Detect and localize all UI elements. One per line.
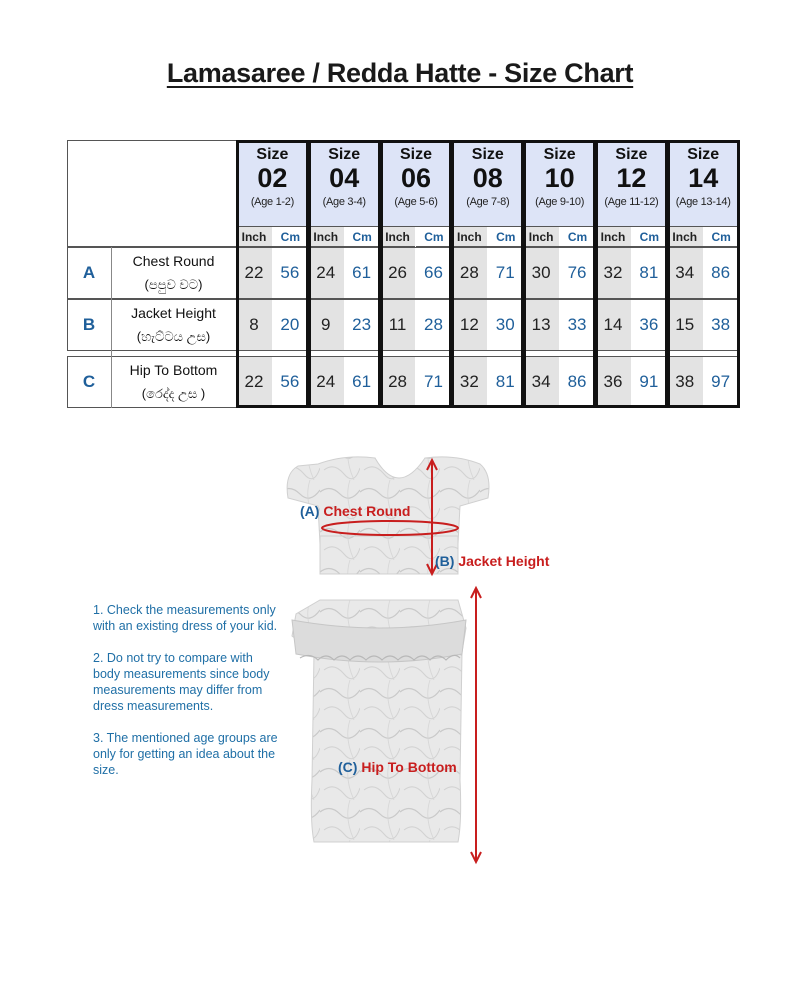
- label-hip-to-bottom: (C) Hip To Bottom: [338, 759, 457, 775]
- value-cm: 30: [487, 300, 523, 350]
- value-inch: 32: [595, 248, 631, 298]
- unit-cm-header: Cm: [703, 226, 740, 247]
- note-3: 3. The mentioned age groups are only for getting an idea about the size.: [93, 731, 278, 777]
- value-cm: 23: [344, 300, 380, 350]
- size-header-04: [308, 140, 381, 227]
- size-word-label: Size: [615, 146, 648, 163]
- row-measurement-label: [111, 358, 236, 408]
- label-chest-round: (A) Chest Round: [300, 503, 411, 519]
- measurement-name: Jacket Height: [131, 305, 216, 321]
- page-title: Lamasaree / Redda Hatte - Size Chart: [166, 58, 634, 88]
- unit-cm-header: Cm: [487, 226, 524, 247]
- size-word-label: Size: [471, 146, 504, 163]
- measurement-name-sinhala: (හැට්ටය උස): [136, 329, 211, 344]
- value-inch: 15: [667, 300, 703, 350]
- row-letter-B: B: [82, 315, 96, 334]
- measurement-name: Chest Round: [132, 253, 215, 269]
- value-inch: 32: [451, 357, 487, 407]
- size-word-label: Size: [399, 146, 432, 163]
- value-inch: 26: [380, 248, 416, 298]
- size-number: 06: [400, 163, 432, 193]
- unit-inch-header: Inch: [667, 226, 703, 247]
- label-jacket-height: (B) Jacket Height: [435, 553, 550, 569]
- value-cm: 38: [703, 300, 739, 350]
- size-header-12: [595, 140, 668, 227]
- row-letter-A: A: [82, 263, 96, 282]
- size-number: 12: [616, 163, 647, 193]
- table-corner-cell: [67, 140, 236, 247]
- unit-inch-header: Inch: [451, 226, 487, 247]
- value-cm: 61: [344, 357, 380, 407]
- size-number: 04: [329, 163, 360, 193]
- value-cm: 81: [631, 248, 667, 298]
- unit-inch-header: Inch: [595, 226, 631, 247]
- value-inch: 24: [308, 248, 344, 298]
- size-age-range: (Age 5-6): [394, 196, 438, 208]
- unit-cm-header: Cm: [559, 226, 596, 247]
- skirt-shape: [292, 600, 466, 842]
- size-header-02: [236, 140, 309, 227]
- value-inch: 34: [667, 248, 703, 298]
- size-number: 08: [472, 163, 503, 193]
- size-age-range: (Age 7-8): [466, 196, 510, 208]
- size-chart-table: [67, 140, 739, 410]
- note-1: 1. Check the measurements only with an existing dress of your kid.: [93, 603, 278, 633]
- value-cm: 71: [416, 357, 452, 407]
- value-cm: 28: [416, 300, 452, 350]
- size-number: 10: [544, 163, 575, 193]
- size-header-08: [451, 140, 524, 227]
- value-cm: 97: [703, 357, 739, 407]
- size-header-06: [380, 140, 453, 227]
- hip-to-bottom-arrow: [471, 588, 481, 862]
- value-inch: 13: [523, 300, 559, 350]
- value-cm: 20: [272, 300, 308, 350]
- value-inch: 30: [523, 248, 559, 298]
- value-inch: 22: [236, 357, 272, 407]
- size-word-label: Size: [328, 146, 361, 163]
- value-cm: 86: [703, 248, 739, 298]
- value-cm: 81: [487, 357, 523, 407]
- size-word-label: Size: [543, 146, 576, 163]
- size-word-label: Size: [687, 146, 720, 163]
- size-age-range: (Age 9-10): [535, 196, 585, 208]
- value-cm: 91: [631, 357, 667, 407]
- row-letter-C: C: [82, 372, 96, 391]
- size-header-10: [523, 140, 596, 227]
- value-inch: 34: [523, 357, 559, 407]
- row-measurement-label: [111, 301, 236, 351]
- measurement-name-sinhala: (පපුව වට): [144, 277, 203, 292]
- value-inch: 14: [595, 300, 631, 350]
- unit-cm-header: Cm: [416, 226, 453, 247]
- value-inch: 28: [380, 357, 416, 407]
- unit-cm-header: Cm: [344, 226, 381, 247]
- value-cm: 76: [559, 248, 595, 298]
- value-inch: 36: [595, 357, 631, 407]
- value-cm: 71: [487, 248, 523, 298]
- value-cm: 36: [631, 300, 667, 350]
- value-inch: 28: [451, 248, 487, 298]
- unit-inch-header: Inch: [380, 226, 416, 247]
- value-inch: 22: [236, 248, 272, 298]
- value-inch: 8: [236, 300, 272, 350]
- unit-cm-header: Cm: [631, 226, 668, 247]
- value-inch: 38: [667, 357, 703, 407]
- size-header-14: [667, 140, 740, 227]
- unit-inch-header: Inch: [236, 226, 272, 247]
- size-age-range: (Age 11-12): [604, 196, 659, 208]
- unit-inch-header: Inch: [308, 226, 344, 247]
- size-age-range: (Age 1-2): [250, 196, 294, 208]
- value-cm: 56: [272, 357, 308, 407]
- unit-cm-header: Cm: [272, 226, 309, 247]
- size-number: 14: [688, 163, 719, 193]
- size-age-range: (Age 3-4): [322, 196, 366, 208]
- size-word-label: Size: [256, 146, 289, 163]
- size-age-range: (Age 13-14): [675, 196, 731, 208]
- value-cm: 66: [416, 248, 452, 298]
- column-divider: [111, 247, 112, 408]
- measurement-name-sinhala: (රෙද්ද උස ): [141, 386, 206, 401]
- value-inch: 11: [380, 300, 416, 350]
- measurement-name: Hip To Bottom: [129, 362, 218, 378]
- value-cm: 61: [344, 248, 380, 298]
- note-2: 2. Do not try to compare with body measurements since body measurements may differ from dress measurements.: [93, 651, 270, 713]
- value-inch: 12: [451, 300, 487, 350]
- value-cm: 86: [559, 357, 595, 407]
- row-measurement-label: [111, 249, 236, 299]
- value-inch: 24: [308, 357, 344, 407]
- value-cm: 33: [559, 300, 595, 350]
- value-inch: 9: [308, 300, 344, 350]
- value-cm: 56: [272, 248, 308, 298]
- instruction-notes: [93, 602, 283, 794]
- size-number: 02: [257, 163, 288, 193]
- unit-inch-header: Inch: [523, 226, 559, 247]
